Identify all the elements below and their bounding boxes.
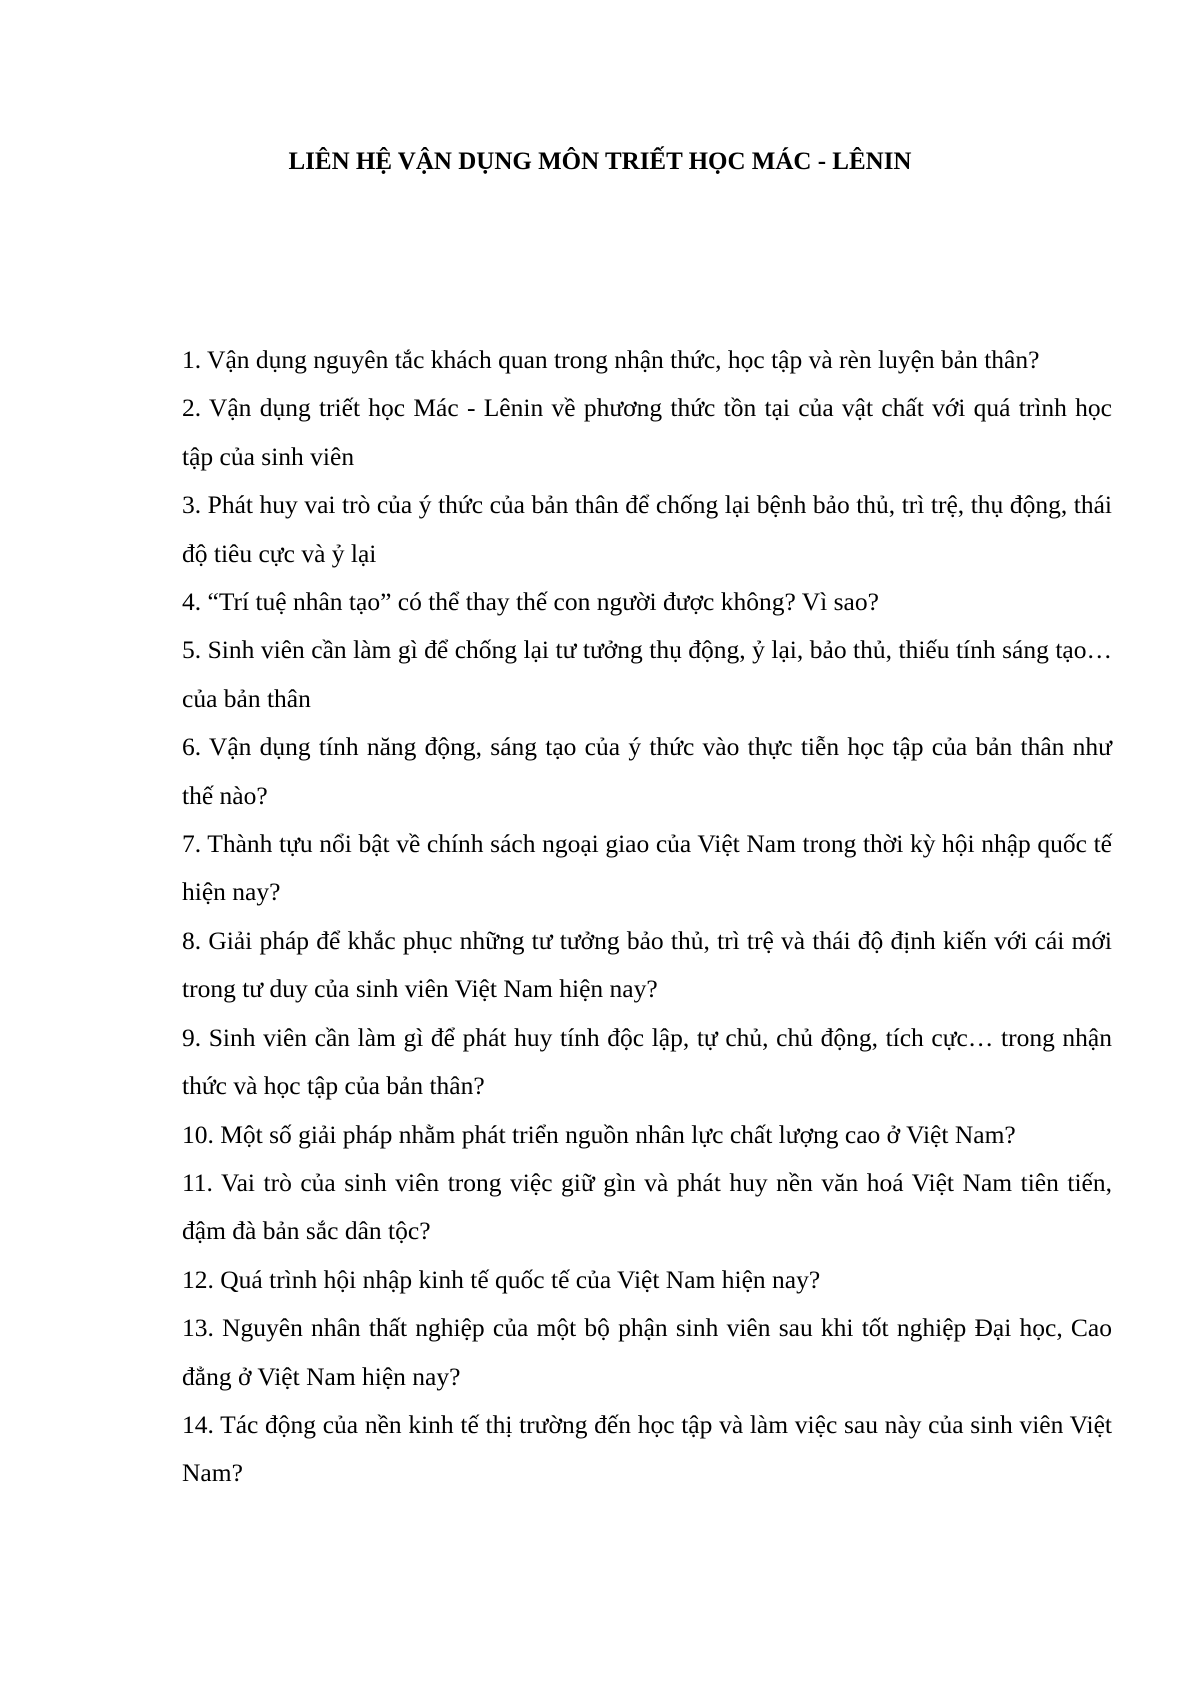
question-item-8: 8. Giải pháp để khắc phục những tư tưởng bảo thủ, trì trệ và thái độ định kiến với cái mới trong tư duy của sinh viên Việt Nam hiện nay? (182, 925, 1112, 1004)
question-item-11: 11. Vai trò của sinh viên trong việc giữ gìn và phát huy nền văn hoá Việt Nam tiên tiến, đậm đà bản sắc dân tộc? (182, 1167, 1112, 1246)
question-item-3: 3. Phát huy vai trò của ý thức của bản thân để chống lại bệnh bảo thủ, trì trệ, thụ động, thái độ tiêu cực và ỷ lại (182, 490, 1112, 568)
question-item-4: 4. “Trí tuệ nhân tạo” có thể thay thế con người được không? Vì sao? (182, 587, 879, 617)
document-title: LIÊN HỆ VẬN DỤNG MÔN TRIẾT HỌC MÁC - LÊNIN (288, 148, 912, 175)
question-item-9: 9. Sinh viên cần làm gì để phát huy tính độc lập, tự chủ, chủ động, tích cực… trong nhận thức và học tập của bản thân? (182, 1022, 1112, 1101)
question-item-14: 14. Tác động của nền kinh tế thị trường đến học tập và làm việc sau này của sinh viên Việt Nam? (182, 1409, 1112, 1488)
question-item-2: 2. Vận dụng triết học Mác - Lênin về phương thức tồn tại của vật chất với quá trình học tập của sinh viên (182, 393, 1112, 471)
question-item-12: 12. Quá trình hội nhập kinh tế quốc tế của Việt Nam hiện nay? (182, 1264, 821, 1294)
question-item-13: 13. Nguyên nhân thất nghiệp của một bộ phận sinh viên sau khi tốt nghiệp Đại học, Cao đẳng ở Việt Nam hiện nay? (182, 1313, 1112, 1391)
question-item-7: 7. Thành tựu nổi bật về chính sách ngoại giao của Việt Nam trong thời kỳ hội nhập quốc tế hiện nay? (182, 829, 1112, 907)
question-item-1: 1. Vận dụng nguyên tắc khách quan trong nhận thức, học tập và rèn luyện bản thân? (182, 345, 1040, 374)
question-item-10: 10. Một số giải pháp nhằm phát triển nguồn nhân lực chất lượng cao ở Việt Nam? (182, 1119, 1016, 1149)
question-item-5: 5. Sinh viên cần làm gì để chống lại tư tưởng thụ động, ỷ lại, bảo thủ, thiếu tính sáng tạo… của bản thân (182, 635, 1112, 713)
question-list (182, 336, 1112, 1498)
question-item-6: 6. Vận dụng tính năng động, sáng tạo của ý thức vào thực tiễn học tập của bản thân như thế nào? (182, 732, 1112, 810)
